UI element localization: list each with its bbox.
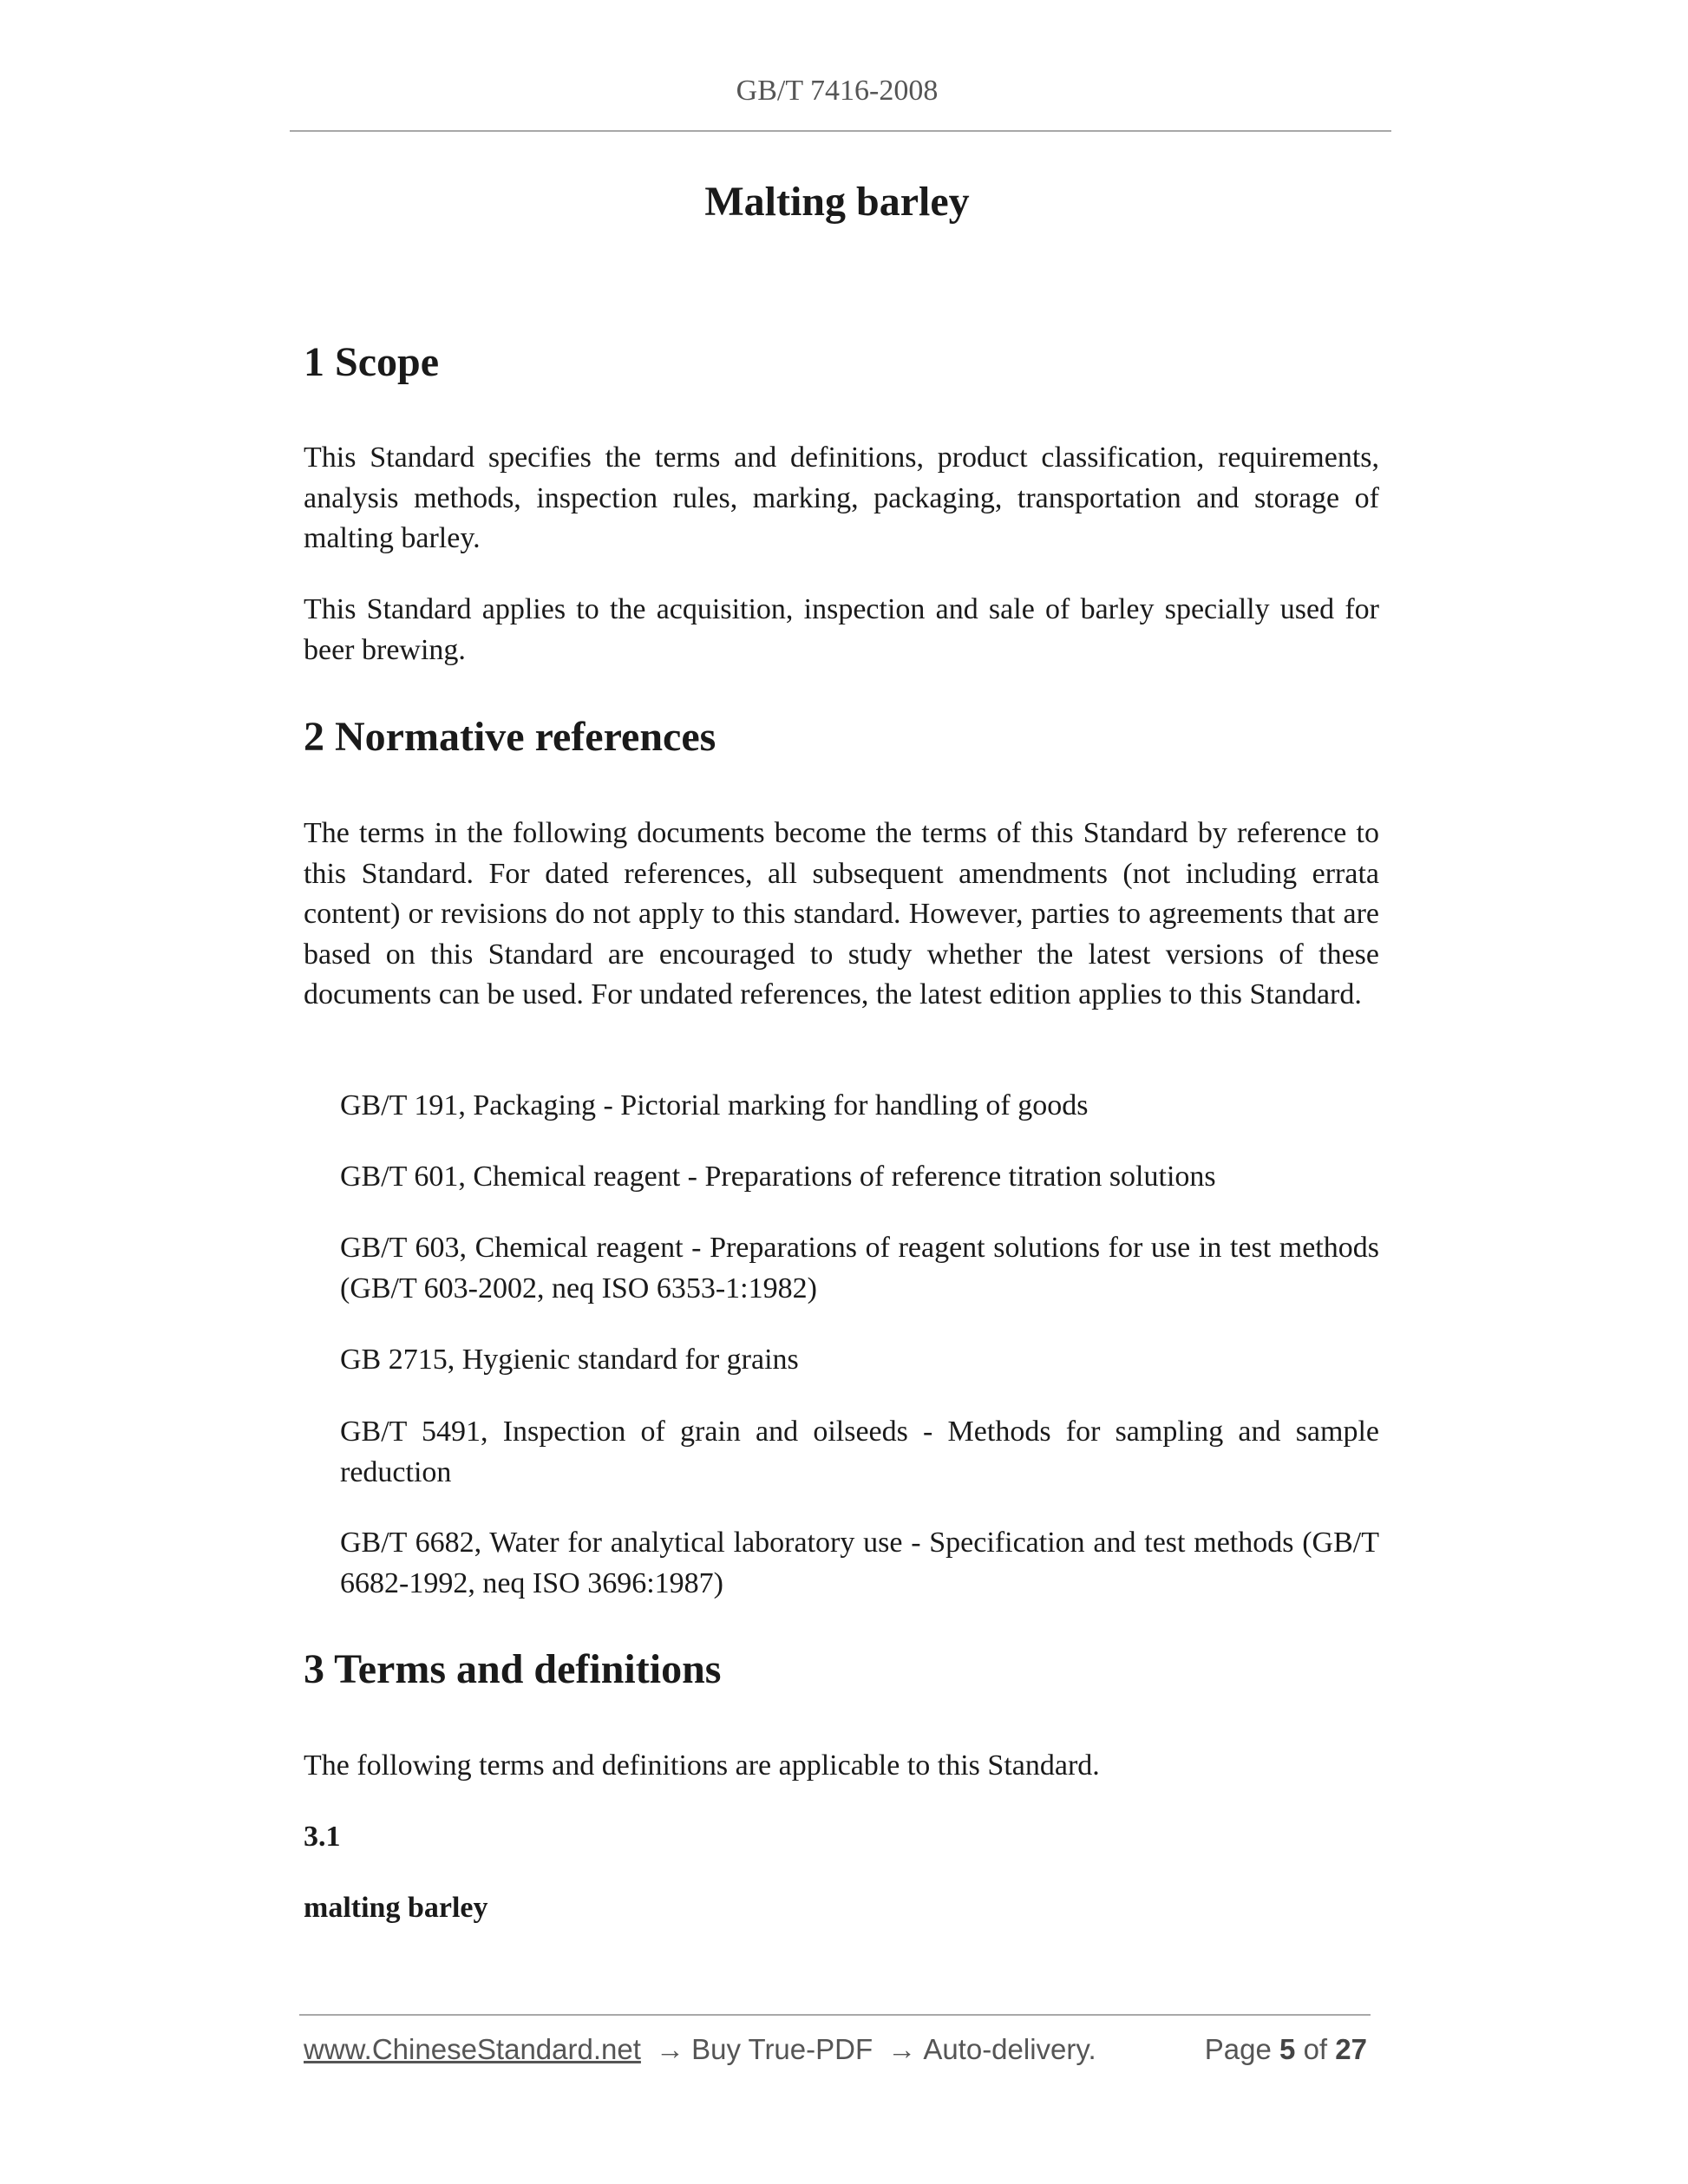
delivery-text: Auto-delivery.: [923, 2033, 1096, 2065]
section-heading-terms-and-definitions: 3 Terms and definitions: [304, 1646, 722, 1692]
normative-intro-paragraph: The terms in the following documents become the terms of this Standard by reference to this Standard. For dated references, all subsequent amendments (not including errata content) or revisions do not apply to this standard. However, parties to agreements that are based on this Standard are encouraged to study whether the latest versions of these documents can be used. For undated references, the latest edition applies to this Standard.: [304, 817, 1379, 1010]
reference-item: GB/T 603, Chemical reagent - Preparations of reagent solutions for use in test methods (GB/T 603-2002, neq ISO 6353-1:1982): [340, 1232, 1379, 1305]
page-current: 5: [1279, 2033, 1296, 2065]
footer-divider: [299, 2014, 1371, 2016]
scope-paragraph-1: This Standard specifies the terms and definitions, product classification, requirements, analysis methods, inspection rules, marking, packaging, transportation and storage of malting barley.: [304, 441, 1379, 554]
reference-item: GB/T 601, Chemical reagent - Preparations of reference titration solutions: [340, 1161, 1216, 1193]
page-label: Page: [1204, 2033, 1272, 2065]
reference-item: GB/T 191, Packaging - Pictorial marking for handling of goods: [340, 1089, 1089, 1121]
footer-promo: [304, 2033, 1096, 2066]
reference-item: GB 2715, Hygienic standard for grains: [340, 1344, 799, 1376]
page-of-label: of: [1303, 2033, 1328, 2065]
arrow-right-icon: →: [887, 2033, 917, 2065]
buy-text: Buy True-PDF: [691, 2033, 873, 2065]
reference-item: GB/T 6682, Water for analytical laboratory use - Specification and test methods (GB/T 6682-1992, neq ISO 3696:1987): [340, 1527, 1379, 1599]
term-number: 3.1: [304, 1821, 341, 1853]
term-name: malting barley: [304, 1892, 488, 1924]
header-divider: [290, 130, 1391, 132]
document-title: Malting barley: [704, 179, 970, 225]
reference-item: GB/T 5491, Inspection of grain and oilseeds - Methods for sampling and sample reduction: [340, 1416, 1379, 1488]
page-number: [1205, 2033, 1367, 2066]
running-header: GB/T 7416-2008: [736, 75, 939, 107]
section-heading-scope: 1 Scope: [304, 339, 439, 385]
section-heading-normative-references: 2 Normative references: [304, 714, 716, 760]
site-link[interactable]: www.ChineseStandard.net: [304, 2033, 641, 2065]
scope-paragraph-2: This Standard applies to the acquisition, inspection and sale of barley specially used for beer brewing.: [304, 593, 1379, 666]
arrow-right-icon: →: [656, 2033, 685, 2065]
terms-intro-paragraph: The following terms and definitions are applicable to this Standard.: [304, 1749, 1100, 1782]
page-total: 27: [1335, 2033, 1367, 2065]
